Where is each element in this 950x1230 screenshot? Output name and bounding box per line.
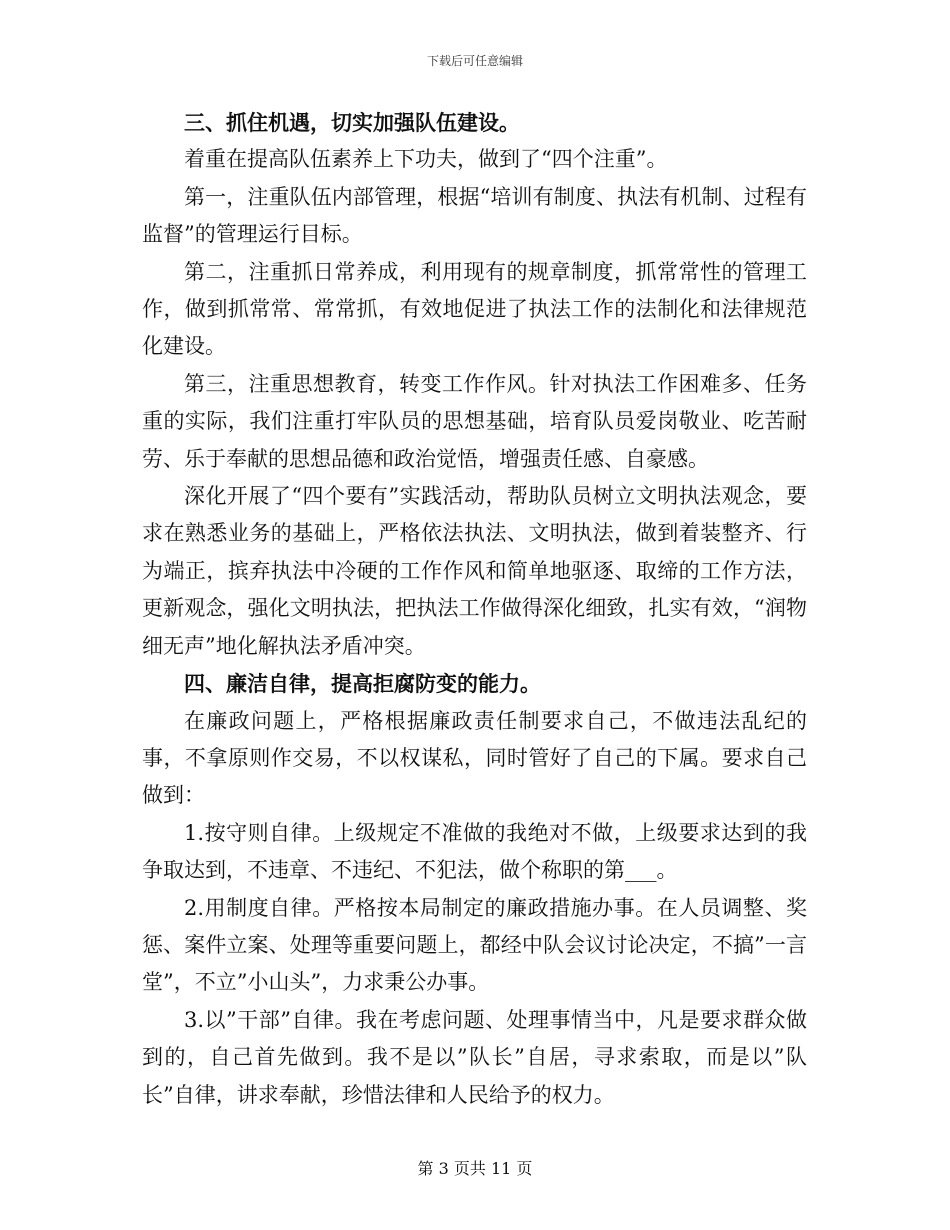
paragraph: 第一，注重队伍内部管理，根据“培训有制度、执法有机制、过程有监督”的管理运行目标。 [142, 184, 807, 247]
document-body [142, 104, 807, 1114]
paragraph: 深化开展了“四个要有”实践活动，帮助队员树立文明执法观念，要求在熟悉业务的基础上，严格依法执法、文明执法，做到着装整齐、行为端正，摈弃执法中冷硬的工作作风和简单地驱逐、取缔的工作方法，更新观念，强化文明执法，把执法工作做得深化细致，扎实有效，“润物细无声”地化解执法矛盾冲突。 [142, 484, 807, 658]
list-item-3: 3.以”干部”自律。我在考虑问题、处理事情当中，凡是要求群众做到的，自己首先做到。我不是以”队长”自居，寻求索取，而是以”队长”自律，讲求奉献，珍惜法律和人民给予的权力。 [142, 1007, 807, 1107]
section-heading-4: 四、廉洁自律，提高拒腐防变的能力。 [184, 671, 541, 697]
list-item-1: 1.按守则自律。上级规定不准做的我绝对不做，上级要求达到的我争取达到，不违章、不违纪、不犯法，做个称职的第___。 [142, 820, 807, 883]
page-footer: 第 3 页共 11 页 [417, 1159, 533, 1178]
paragraph: 着重在提高队伍素养上下功夫，做到了“四个注重”。 [184, 147, 668, 172]
paragraph: 在廉政问题上，严格根据廉政责任制要求自己，不做违法乱纪的事，不拿原则作交易，不以权谋私，同时管好了自己的下属。要求自己做到： [142, 708, 807, 808]
page-header: 下载后可任意编辑 [426, 54, 523, 68]
section-heading-3: 三、抓住机遇，切实加强队伍建设。 [184, 110, 520, 135]
paragraph: 第三，注重思想教育，转变工作作风。针对执法工作困难多、任务重的实际，我们注重打牢队员的思想基础，培育队员爱岗敬业、吃苦耐劳、乐于奉献的思想品德和政治觉悟，增强责任感、自豪感。 [142, 371, 807, 471]
paragraph: 第二，注重抓日常养成，利用现有的规章制度，抓常常性的管理工作，做到抓常常、常常抓，有效地促进了执法工作的法制化和法律规范化建设。 [142, 259, 807, 359]
list-item-2: 2.用制度自律。严格按本局制定的廉政措施办事。在人员调整、奖惩、案件立案、处理等重要问题上，都经中队会议讨论决定，不搞”一言堂”，不立”小山头”，力求秉公办事。 [142, 895, 807, 995]
